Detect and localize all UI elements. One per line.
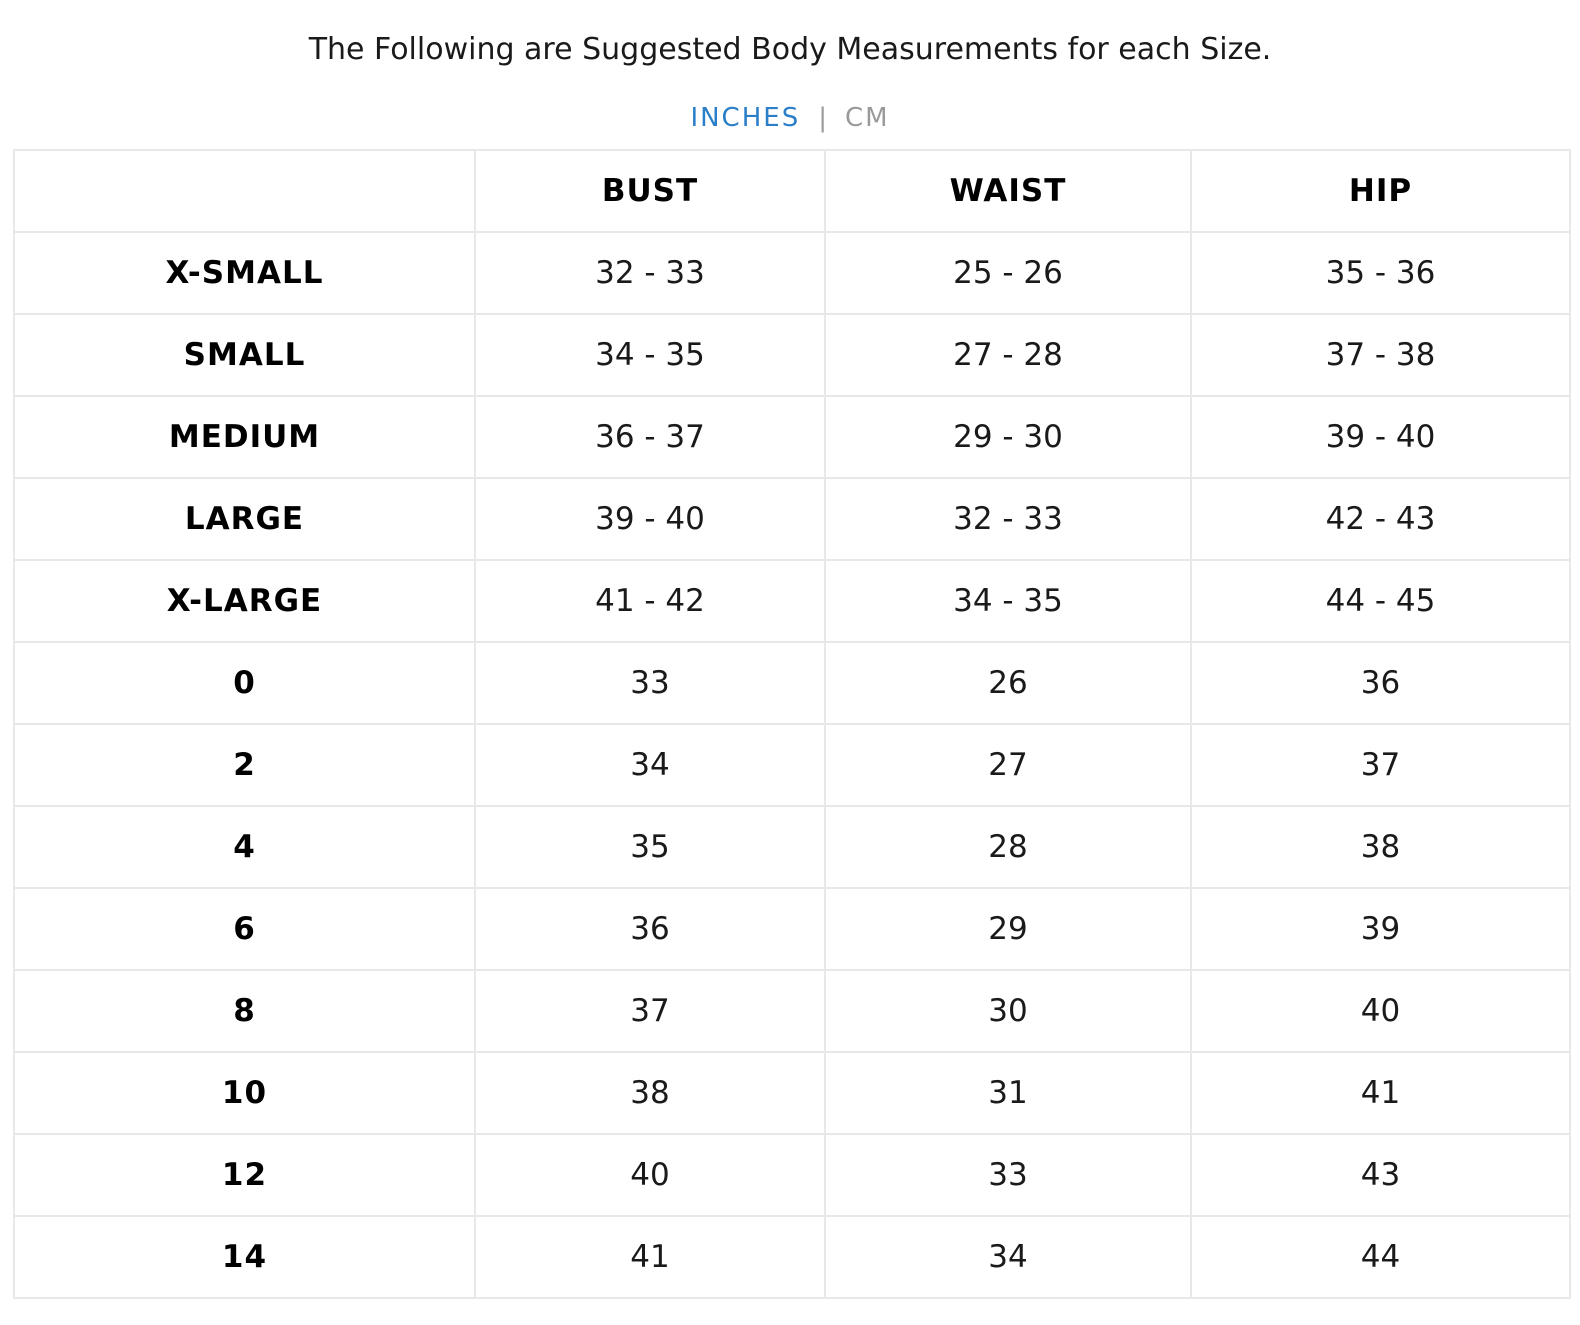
bust-value: 41 - 42 (475, 560, 825, 642)
table-row (14, 1216, 1570, 1298)
size-label: 8 (14, 970, 475, 1052)
size-label: X-SMALL (14, 232, 475, 314)
header-waist: WAIST (825, 150, 1191, 232)
bust-value: 40 (475, 1134, 825, 1216)
table-header-row (14, 150, 1570, 232)
hip-value: 38 (1191, 806, 1570, 888)
hip-value: 43 (1191, 1134, 1570, 1216)
hip-value: 44 - 45 (1191, 560, 1570, 642)
hip-value: 36 (1191, 642, 1570, 724)
size-chart-table (13, 149, 1571, 1299)
size-label: 14 (14, 1216, 475, 1298)
header-hip: HIP (1191, 150, 1570, 232)
table-row (14, 560, 1570, 642)
waist-value: 30 (825, 970, 1191, 1052)
bust-value: 35 (475, 806, 825, 888)
intro-text: The Following are Suggested Body Measurements for each Size. (308, 32, 1272, 67)
bust-value: 36 - 37 (475, 396, 825, 478)
hip-value: 37 - 38 (1191, 314, 1570, 396)
hip-value: 39 (1191, 888, 1570, 970)
waist-value: 29 - 30 (825, 396, 1191, 478)
waist-value: 27 - 28 (825, 314, 1191, 396)
hip-value: 44 (1191, 1216, 1570, 1298)
size-label: 2 (14, 724, 475, 806)
waist-value: 29 (825, 888, 1191, 970)
hip-value: 39 - 40 (1191, 396, 1570, 478)
bust-value: 34 (475, 724, 825, 806)
waist-value: 26 (825, 642, 1191, 724)
bust-value: 41 (475, 1216, 825, 1298)
size-label: LARGE (14, 478, 475, 560)
header-bust: BUST (475, 150, 825, 232)
table-row (14, 314, 1570, 396)
waist-value: 33 (825, 1134, 1191, 1216)
waist-value: 25 - 26 (825, 232, 1191, 314)
size-label: 6 (14, 888, 475, 970)
unit-separator: | (818, 103, 827, 133)
table-row (14, 970, 1570, 1052)
unit-inches-tab[interactable]: INCHES (690, 103, 801, 133)
table-row (14, 232, 1570, 314)
hip-value: 37 (1191, 724, 1570, 806)
size-label: 0 (14, 642, 475, 724)
waist-value: 34 - 35 (825, 560, 1191, 642)
hip-value: 41 (1191, 1052, 1570, 1134)
size-label: 4 (14, 806, 475, 888)
waist-value: 34 (825, 1216, 1191, 1298)
table-row (14, 806, 1570, 888)
size-label: MEDIUM (14, 396, 475, 478)
bust-value: 37 (475, 970, 825, 1052)
waist-value: 28 (825, 806, 1191, 888)
bust-value: 33 (475, 642, 825, 724)
table-row (14, 478, 1570, 560)
table-row (14, 724, 1570, 806)
waist-value: 27 (825, 724, 1191, 806)
bust-value: 32 - 33 (475, 232, 825, 314)
table-body (14, 232, 1570, 1298)
table-row (14, 888, 1570, 970)
unit-toggle (0, 100, 1580, 136)
table-row (14, 642, 1570, 724)
table-row (14, 396, 1570, 478)
bust-value: 38 (475, 1052, 825, 1134)
table-row (14, 1052, 1570, 1134)
waist-value: 32 - 33 (825, 478, 1191, 560)
size-label: X-LARGE (14, 560, 475, 642)
size-label: 12 (14, 1134, 475, 1216)
waist-value: 31 (825, 1052, 1191, 1134)
unit-cm-tab[interactable]: CM (844, 103, 890, 133)
bust-value: 34 - 35 (475, 314, 825, 396)
hip-value: 42 - 43 (1191, 478, 1570, 560)
hip-value: 35 - 36 (1191, 232, 1570, 314)
bust-value: 36 (475, 888, 825, 970)
table-row (14, 1134, 1570, 1216)
bust-value: 39 - 40 (475, 478, 825, 560)
size-label: 10 (14, 1052, 475, 1134)
header-size-column (14, 150, 475, 232)
size-label: SMALL (14, 314, 475, 396)
hip-value: 40 (1191, 970, 1570, 1052)
